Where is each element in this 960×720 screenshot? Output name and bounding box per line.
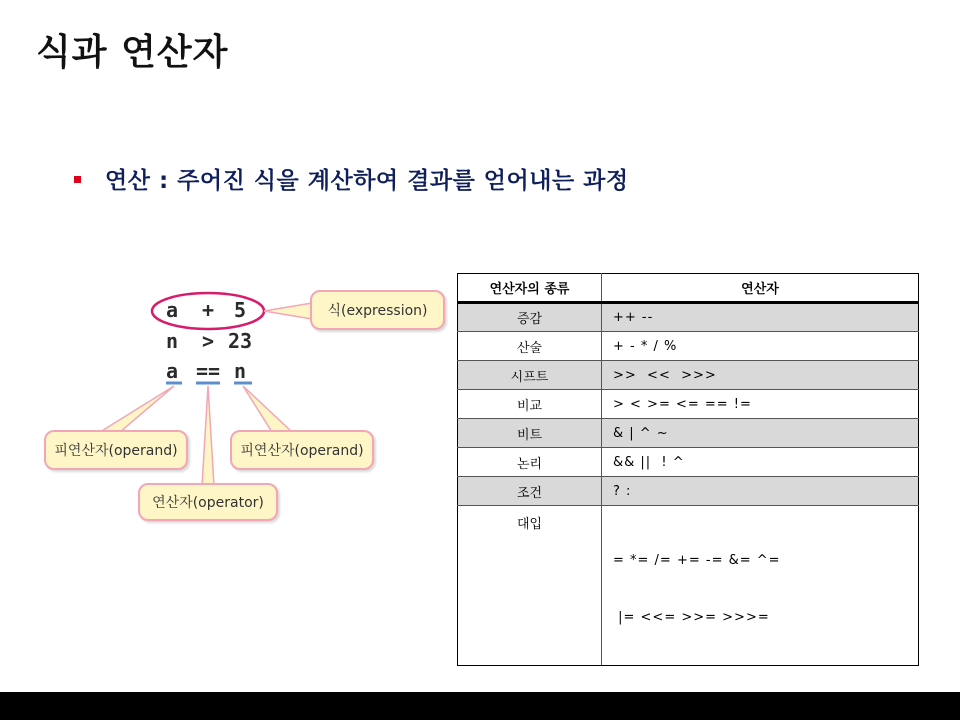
- table-row: [458, 361, 919, 390]
- page-title: 식과 연산자: [36, 32, 229, 73]
- row-ops: && || ! ^: [602, 448, 919, 477]
- expression-diagram: [0, 0, 460, 560]
- table-row: [458, 390, 919, 419]
- row-ops: >> << >>>: [602, 361, 919, 390]
- row-kind: 시프트: [458, 361, 602, 390]
- row-ops: [602, 506, 919, 666]
- row-ops: > < >= <= == !=: [602, 390, 919, 419]
- diagram-graphics: [0, 0, 460, 560]
- row-ops-line1: = *= /= += -= &= ^=: [613, 553, 781, 568]
- code-n: n: [166, 329, 179, 353]
- header-kind: 연산자의 종류: [458, 274, 602, 303]
- code-eqeq: ==: [196, 359, 221, 383]
- operand-left-bubble: 피연산자(operand): [44, 430, 188, 470]
- table-row: [458, 448, 919, 477]
- code-23: 23: [228, 329, 253, 353]
- row-kind: 조건: [458, 477, 602, 506]
- row-kind: 비교: [458, 390, 602, 419]
- row-ops: ++ --: [602, 303, 919, 332]
- row-ops: & | ^ ~: [602, 419, 919, 448]
- row-kind: 증감: [458, 303, 602, 332]
- expression-callout-pointer: [264, 303, 312, 319]
- table-row: [458, 332, 919, 361]
- header-ops: 연산자: [602, 274, 919, 303]
- code-n2: n: [234, 359, 247, 383]
- row-kind: 대입: [458, 506, 602, 666]
- row-ops: ? :: [602, 477, 919, 506]
- bullet-text: 연산 : 주어진 식을 계산하여 결과를 얻어내는 과정: [105, 168, 629, 194]
- row-kind: 논리: [458, 448, 602, 477]
- operator-bubble: 연산자(operator): [138, 483, 278, 521]
- table-row: [458, 419, 919, 448]
- code-plus: +: [202, 298, 215, 322]
- operand-right-bubble: 피연산자(operand): [230, 430, 374, 470]
- operator-table: [457, 273, 919, 666]
- table-row: [458, 506, 919, 666]
- row-ops: + - * / %: [602, 332, 919, 361]
- footer-bar: [0, 692, 960, 720]
- operand-right-pointer: [243, 386, 292, 432]
- operator-pointer: [202, 386, 214, 486]
- table-header-row: [458, 274, 919, 303]
- table-row: [458, 477, 919, 506]
- table-row: [458, 303, 919, 332]
- row-ops-line2: |= <<= >>= >>>=: [613, 610, 770, 625]
- code-a: a: [166, 298, 179, 322]
- expression-bubble: 식(expression): [310, 290, 445, 330]
- row-kind: 산술: [458, 332, 602, 361]
- code-a2: a: [166, 359, 179, 383]
- code-gt: >: [202, 329, 215, 353]
- row-kind: 비트: [458, 419, 602, 448]
- code-5: 5: [234, 298, 247, 322]
- operand-left-pointer: [100, 386, 174, 432]
